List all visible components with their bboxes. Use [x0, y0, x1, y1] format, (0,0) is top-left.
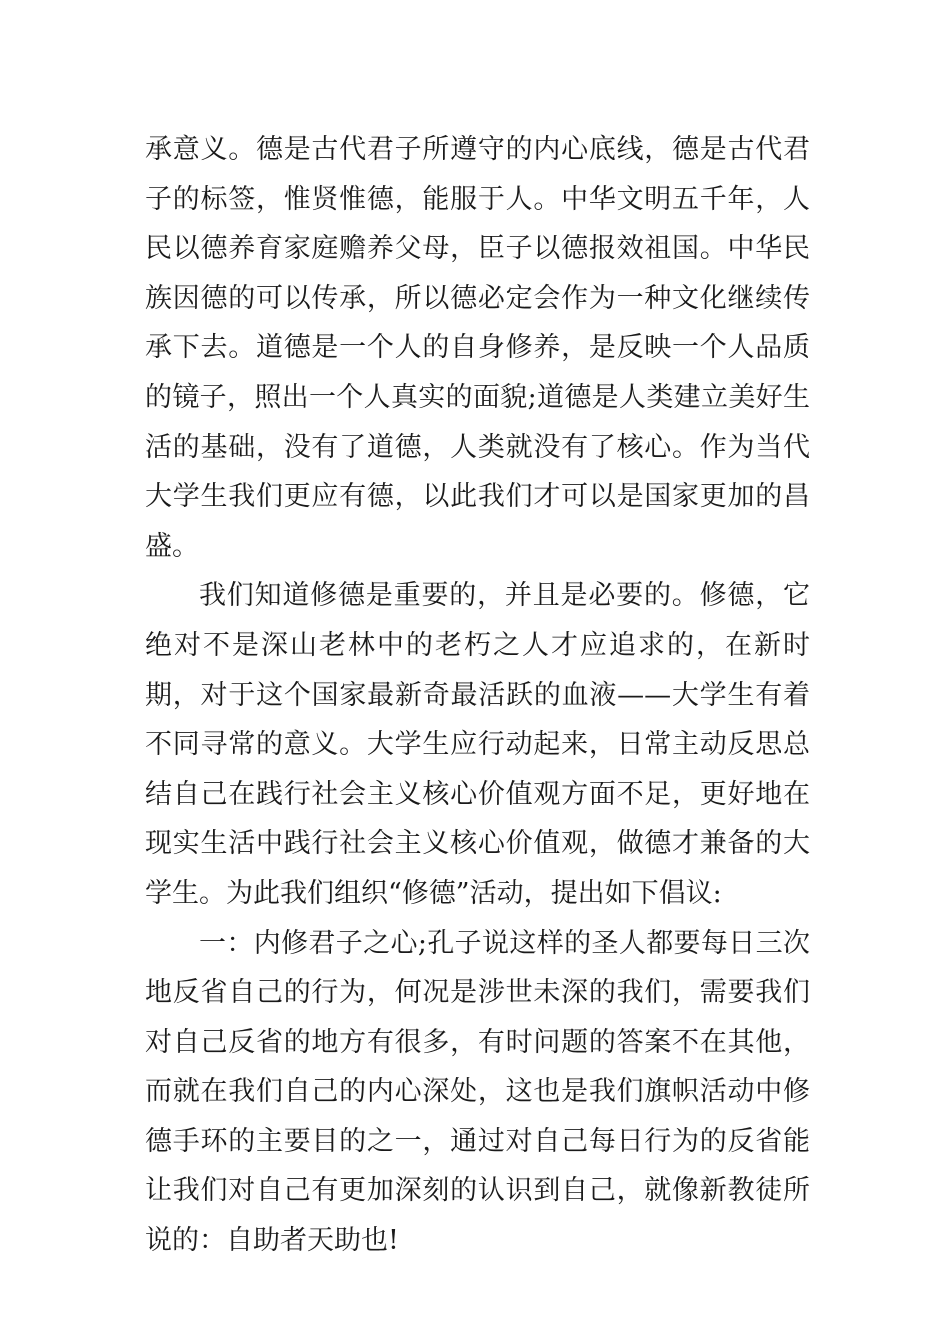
- paragraph-continuation: 承意义。德是古代君子所遵守的内心底线，德是古代君子的标签，惟贤惟德，能服于人。中华文明五千年，人民以德养育家庭赡养父母，臣子以德报效祖国。中华民族因德的可以传承，所以德必定会作为一种文化继续传承下去。道德是一个人的自身修养，是反映一个人品质的镜子，照出一个人真实的面貌;道德是人类建立美好生活的基础，没有了道德，人类就没有了核心。作为当代大学生我们更应有德，以此我们才可以是国家更加的昌盛。: [145, 134, 810, 562]
- paragraph-proposal-one: 一：内修君子之心;孔子说这样的圣人都要每日三次地反省自己的行为，何况是涉世未深的我们，需要我们对自己反省的地方有很多，有时问题的答案不在其他，而就在我们自己的内心深处，这也是我们旗帜活动中修德手环的主要目的之一，通过对自己每日行为的反省能让我们对自己有更加深刻的认识到自己，就像新教徒所说的：自助者天助也!: [145, 927, 810, 1257]
- document-body: [145, 125, 810, 1266]
- paragraph-cultivating-virtue: 我们知道修德是重要的，并且是必要的。修德，它绝对不是深山老林中的老朽之人才应追求的，在新时期，对于这个国家最新奇最活跃的血液——大学生有着不同寻常的意义。大学生应行动起来，日常主动反思总结自己在践行社会主义核心价值观方面不足，更好地在现实生活中践行社会主义核心价值观，做德才兼备的大学生。为此我们组织“修德”活动，提出如下倡议:: [145, 580, 810, 909]
